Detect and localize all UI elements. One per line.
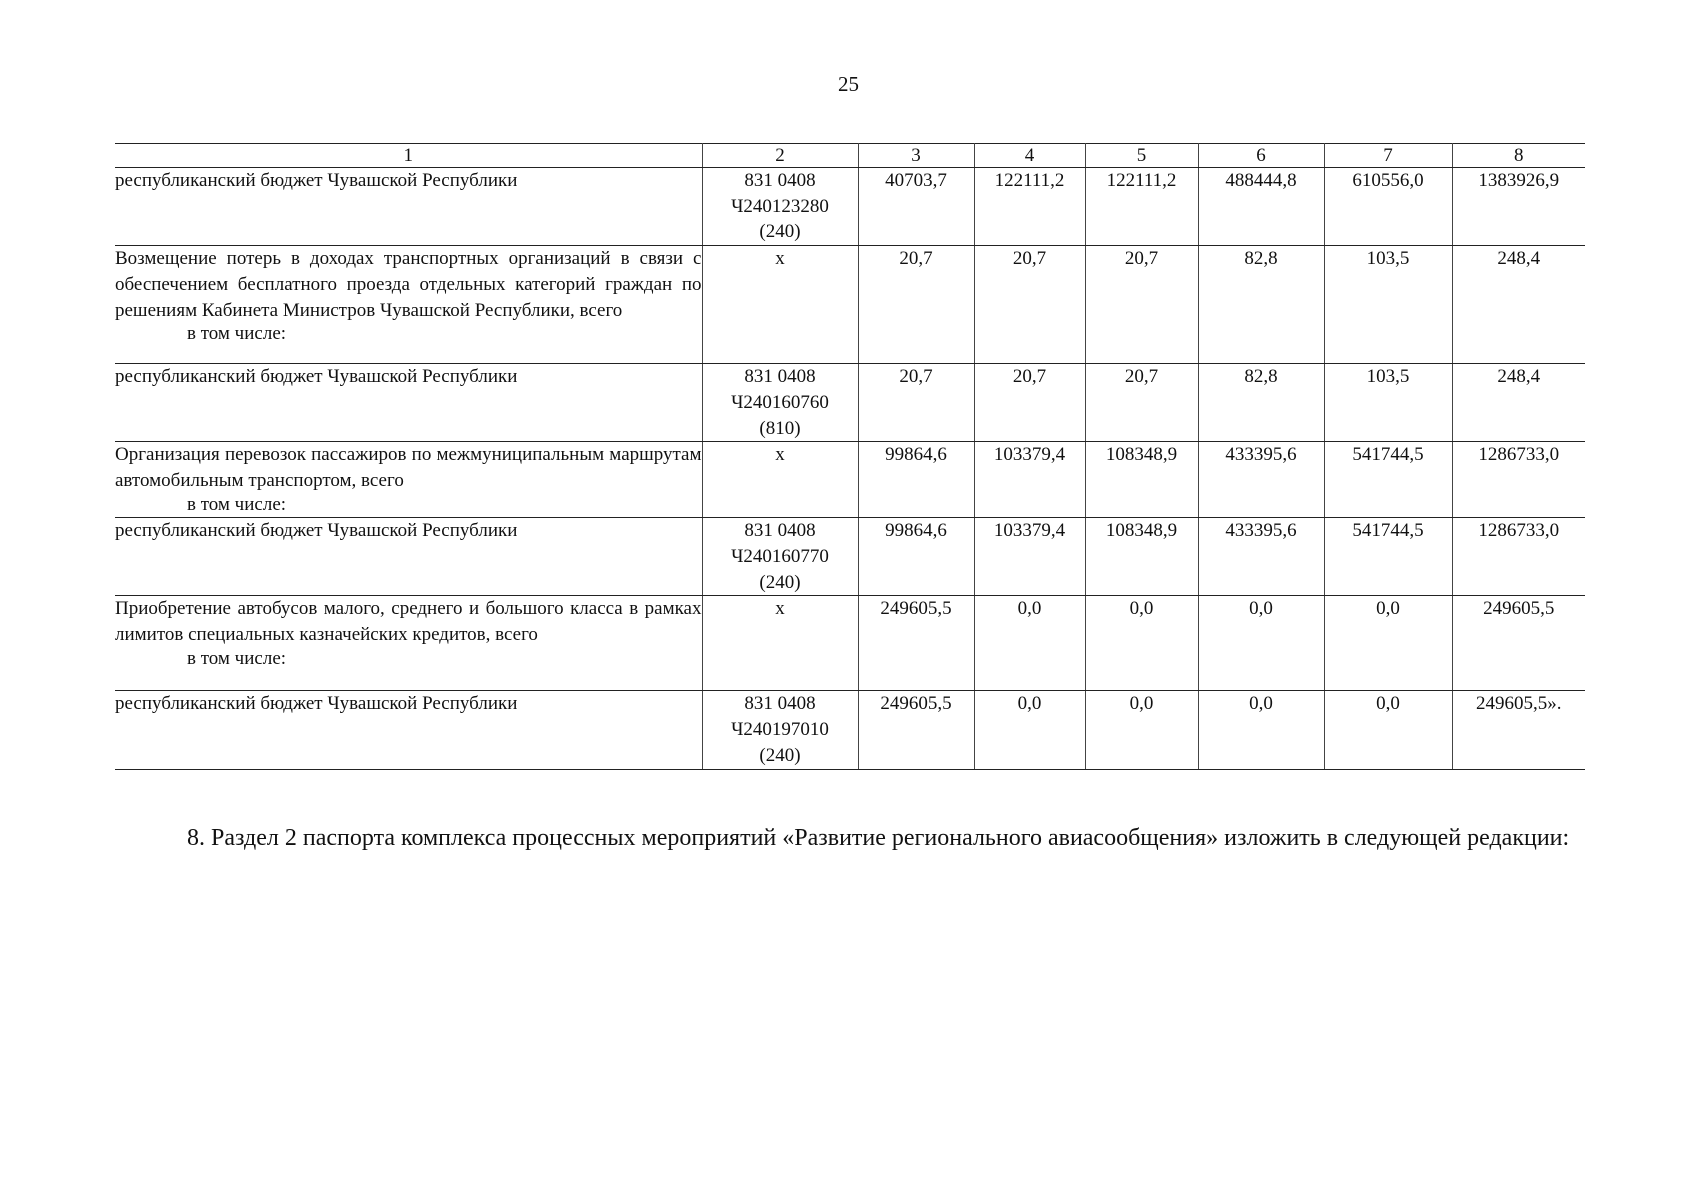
row-name: Возмещение потерь в доходах транспортных организаций в связи с обеспечением бесплатного проезда отдельных категорий граждан по решениям Кабинета Министров Чувашской Республики, всего [115, 248, 702, 321]
row-name-cell [115, 691, 702, 769]
row-value-col-8: 249605,5 [1452, 596, 1585, 691]
row-value-col-8: 248,4 [1452, 246, 1585, 364]
row-code-cell [702, 364, 858, 442]
column-header-5: 5 [1085, 144, 1198, 168]
row-value-col-7: 103,5 [1324, 246, 1452, 364]
row-value-col-7: 610556,0 [1324, 168, 1452, 246]
row-name-cell [115, 442, 702, 518]
row-value-col-3: 40703,7 [858, 168, 974, 246]
column-header-6: 6 [1198, 144, 1324, 168]
row-code-cell [702, 596, 858, 691]
row-value-col-3: 249605,5 [858, 596, 974, 691]
row-name: республиканский бюджет Чувашской Республики [115, 693, 518, 715]
row-code-line: 831 0408 [744, 693, 816, 715]
row-value-col-8: 1286733,0 [1452, 518, 1585, 596]
table-row [115, 246, 1585, 364]
row-value-col-5: 0,0 [1085, 691, 1198, 769]
row-value-col-6: 488444,8 [1198, 168, 1324, 246]
row-value-col-3: 20,7 [858, 246, 974, 364]
row-code-cell [702, 691, 858, 769]
row-name-cell [115, 168, 702, 246]
row-name: Приобретение автобусов малого, среднего и большого класса в рамках лимитов специальных казначейских кредитов, всего [115, 598, 702, 646]
row-value-col-3: 20,7 [858, 364, 974, 442]
row-value-col-5: 20,7 [1085, 246, 1198, 364]
row-value-col-6: 82,8 [1198, 246, 1324, 364]
row-value-col-8: 249605,5». [1452, 691, 1585, 769]
row-value-col-3: 99864,6 [858, 518, 974, 596]
row-name-cell [115, 246, 702, 364]
row-code-line: Ч240160760 [731, 391, 829, 413]
row-value-col-5: 108348,9 [1085, 442, 1198, 518]
row-code-line: Ч240197010 [731, 719, 829, 741]
row-value-col-3: 99864,6 [858, 442, 974, 518]
row-code-line: (240) [759, 571, 801, 593]
row-name: республиканский бюджет Чувашской Республики [115, 520, 518, 542]
row-value-col-6: 433395,6 [1198, 442, 1324, 518]
row-value-col-4: 103379,4 [974, 442, 1085, 518]
row-value-col-7: 0,0 [1324, 691, 1452, 769]
row-code-line: Ч240123280 [731, 195, 829, 217]
row-subtitle: в том числе: [187, 647, 287, 669]
row-value-col-4: 122111,2 [974, 168, 1085, 246]
row-value-col-4: 20,7 [974, 364, 1085, 442]
row-code-cell [702, 518, 858, 596]
column-header-2: 2 [702, 144, 858, 168]
table-row [115, 364, 1585, 442]
row-name-cell [115, 518, 702, 596]
row-value-col-4: 103379,4 [974, 518, 1085, 596]
row-value-col-8: 1383926,9 [1452, 168, 1585, 246]
row-code-line: (240) [759, 744, 801, 766]
row-value-col-5: 122111,2 [1085, 168, 1198, 246]
row-code-line: Ч240160770 [731, 546, 829, 568]
row-value-col-4: 0,0 [974, 691, 1085, 769]
row-value-col-8: 248,4 [1452, 364, 1585, 442]
row-value-col-5: 108348,9 [1085, 518, 1198, 596]
row-value-col-5: 0,0 [1085, 596, 1198, 691]
row-value-col-4: 0,0 [974, 596, 1085, 691]
row-subtitle: в том числе: [187, 493, 287, 515]
row-value-col-4: 20,7 [974, 246, 1085, 364]
table-row [115, 596, 1585, 691]
table-row [115, 518, 1585, 596]
row-value-col-6: 0,0 [1198, 691, 1324, 769]
table-row [115, 168, 1585, 246]
column-header-8: 8 [1452, 144, 1585, 168]
row-value-col-5: 20,7 [1085, 364, 1198, 442]
row-code-line: х [775, 598, 785, 620]
row-code-line: 831 0408 [744, 366, 816, 388]
row-value-col-7: 541744,5 [1324, 442, 1452, 518]
row-value-col-6: 0,0 [1198, 596, 1324, 691]
row-code-line: (810) [759, 417, 801, 439]
row-code-line: (240) [759, 221, 801, 243]
row-value-col-6: 82,8 [1198, 364, 1324, 442]
row-name-cell [115, 364, 702, 442]
row-value-col-7: 103,5 [1324, 364, 1452, 442]
column-header-1: 1 [115, 144, 702, 168]
row-value-col-7: 541744,5 [1324, 518, 1452, 596]
row-value-col-3: 249605,5 [858, 691, 974, 769]
row-name: республиканский бюджет Чувашской Республики [115, 366, 518, 388]
row-name: Организация перевозок пассажиров по межмуниципальным маршрутам автомобильным транспортом, всего [115, 444, 702, 491]
section-paragraph: 8. Раздел 2 паспорта комплекса процессных мероприятий «Развитие регионального авиасообщения» изложить в следующей редакции: [187, 825, 1570, 851]
row-value-col-8: 1286733,0 [1452, 442, 1585, 518]
table-row [115, 442, 1585, 518]
column-header-3: 3 [858, 144, 974, 168]
row-code-line: 831 0408 [744, 520, 816, 542]
budget-table [115, 143, 1585, 770]
row-code-line: 831 0408 [744, 170, 816, 191]
column-header-4: 4 [974, 144, 1085, 168]
row-value-col-6: 433395,6 [1198, 518, 1324, 596]
row-name-cell [115, 596, 702, 691]
row-value-col-7: 0,0 [1324, 596, 1452, 691]
table-header-row [115, 144, 1585, 168]
page-number: 25 [838, 72, 859, 96]
table-row [115, 691, 1585, 769]
row-code-cell [702, 442, 858, 518]
row-code-line: х [775, 248, 785, 270]
row-name: республиканский бюджет Чувашской Республики [115, 170, 518, 191]
table-body [115, 168, 1585, 770]
row-code-cell [702, 168, 858, 246]
row-code-line: х [775, 444, 785, 466]
column-header-7: 7 [1324, 144, 1452, 168]
row-code-cell [702, 246, 858, 364]
row-subtitle: в том числе: [187, 323, 287, 345]
